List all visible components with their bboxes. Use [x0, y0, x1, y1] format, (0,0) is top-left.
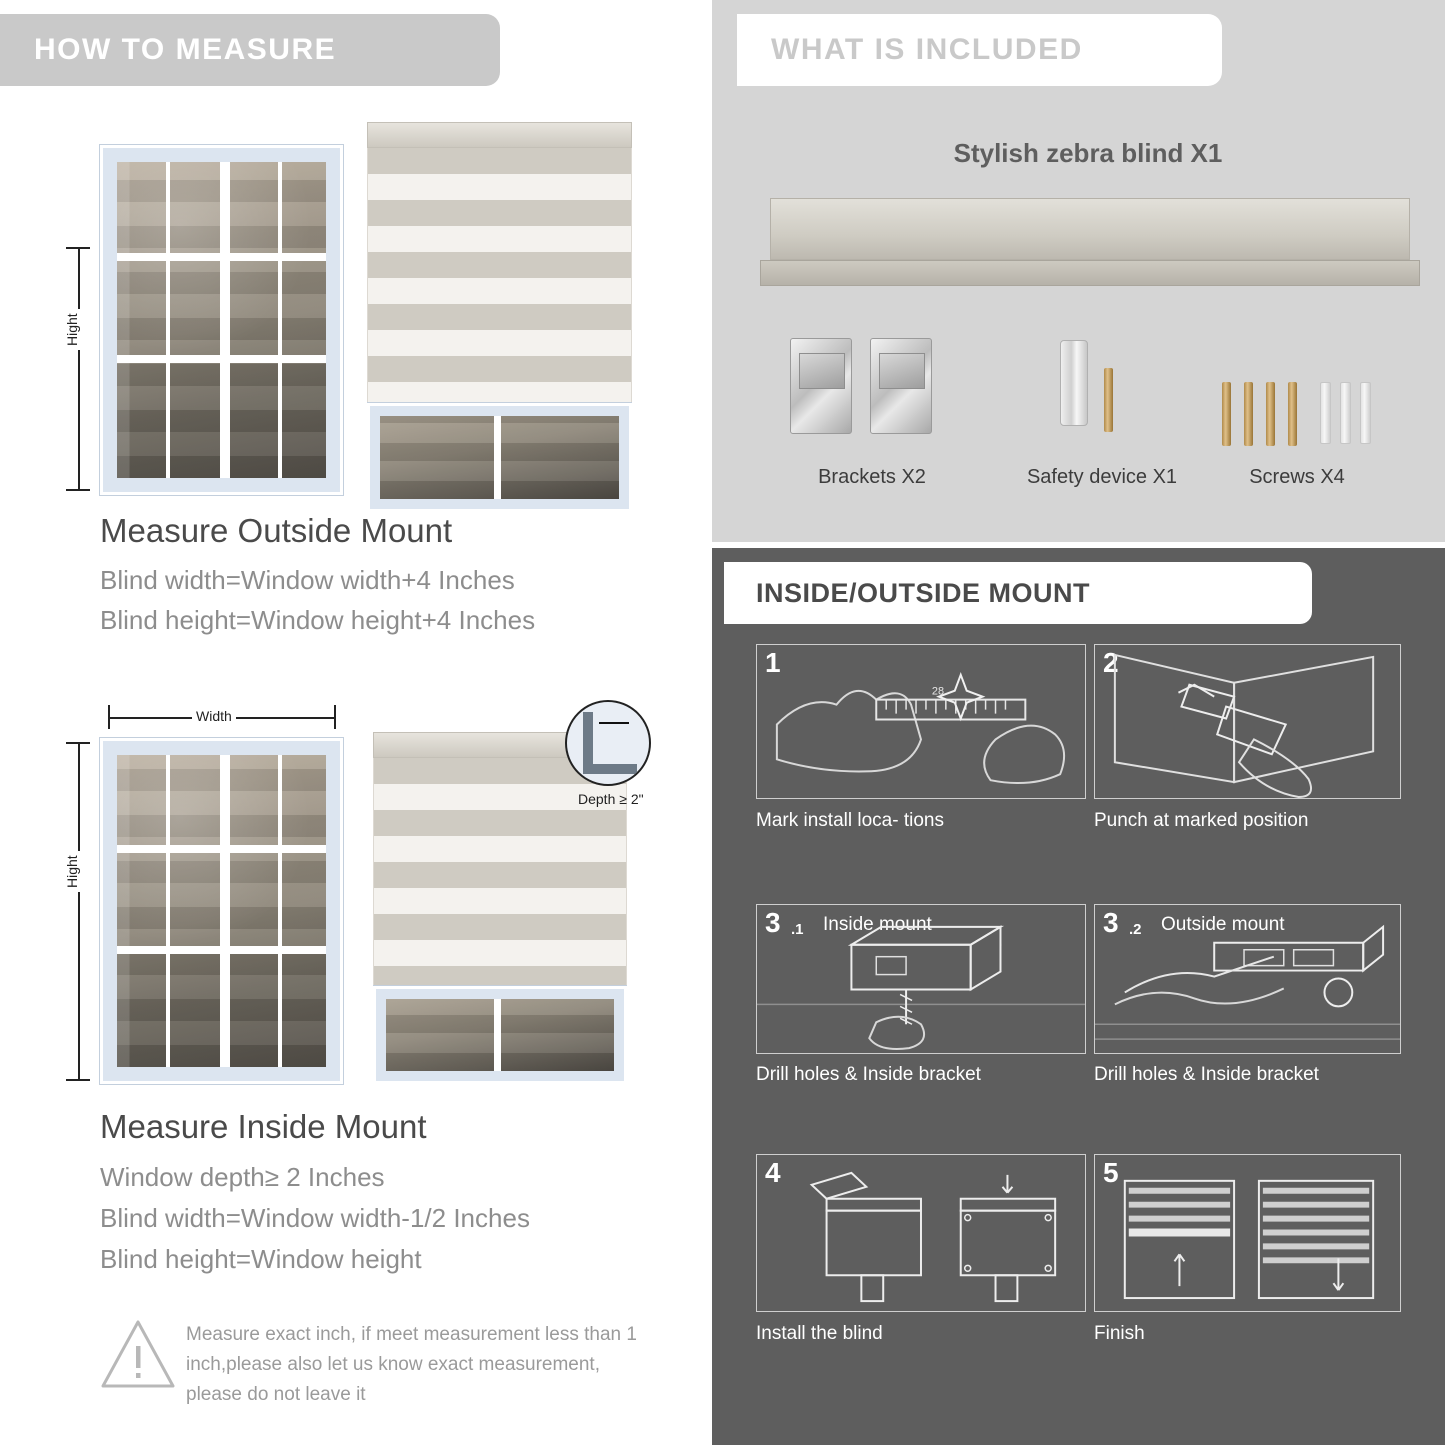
outside-mount-title: Measure Outside Mount [100, 512, 453, 549]
depth-measure-arrow [599, 722, 629, 724]
depth-jamb-horizontal [583, 764, 637, 774]
finished-blind-icon [1095, 1155, 1400, 1312]
warning-note [100, 1318, 660, 1418]
inside-window-mullion-h2 [117, 946, 326, 954]
outside-mount-line-0: Blind width=Window width+4 Inches [100, 565, 515, 595]
outside-mount-blind [367, 122, 632, 512]
window-photo [100, 145, 343, 495]
inside-mount-diagram [0, 692, 712, 1102]
inside-blind-lower-window [373, 986, 627, 1084]
inside-window-muntin-v1 [166, 755, 170, 1067]
blind-window-mullion [494, 416, 501, 499]
step-4-number: 4 [765, 1157, 781, 1188]
step-3-1-number: 3 [765, 907, 781, 938]
step-2-number: 2 [1103, 647, 1119, 678]
inside-window-mullion-vertical [220, 755, 230, 1067]
anchor-icon-1 [1320, 382, 1331, 444]
screw-icon-1 [1222, 382, 1231, 446]
included-part-label-1: Safety device X1 [1026, 466, 1178, 488]
warning-triangle-icon [100, 1318, 176, 1390]
inside-width-cap-left [108, 705, 110, 729]
depth-label: Depth ≥ 2" [578, 791, 644, 807]
step-3-1-image [756, 904, 1086, 1054]
inside-blind-window-mullion [494, 999, 501, 1071]
step-3-2-inline-label: Outside mount [1161, 914, 1285, 935]
step-1-image [756, 644, 1086, 799]
inside-outside-mount-panel [712, 548, 1445, 1445]
step-3-1-inline-label: Inside mount [823, 914, 932, 935]
bracket-icon-2 [870, 338, 932, 434]
window-muntin-v2 [278, 162, 282, 478]
how-to-measure-panel [0, 0, 712, 1445]
inside-mount-title: Measure Inside Mount [100, 1108, 427, 1145]
step-3-2-number: 3 [1103, 907, 1119, 938]
window-mullion-h2 [117, 355, 326, 363]
step-3-2-image [1094, 904, 1401, 1054]
step-5-caption: Finish [1094, 1323, 1145, 1344]
inside-window-mullion-h1 [117, 845, 326, 853]
step-5-image [1094, 1154, 1401, 1312]
step-3-1-caption: Drill holes & Inside bracket [756, 1064, 981, 1085]
step-3-1-subnumber: .1 [791, 921, 804, 938]
step-5-number: 5 [1103, 1157, 1119, 1188]
step-2-caption: Punch at marked position [1094, 810, 1309, 831]
anchor-icon-3 [1360, 382, 1371, 444]
outside-mount-diagram [0, 95, 712, 515]
drill-icon [1095, 645, 1400, 799]
svg-text:28: 28 [931, 685, 945, 698]
included-part-label-0: Brackets X2 [818, 466, 926, 488]
anchor-icon-2 [1340, 382, 1351, 444]
step-3-2-caption: Drill holes & Inside bracket [1094, 1064, 1319, 1085]
height-arrow-line [78, 247, 80, 490]
step-1-number: 1 [765, 647, 781, 678]
step-3-2-subnumber: .2 [1129, 921, 1142, 938]
window-muntin-v1 [166, 162, 170, 478]
screw-icon-4 [1288, 382, 1297, 446]
step-4-image [756, 1154, 1086, 1312]
step-1-caption: Mark install loca- tions [756, 810, 944, 831]
height-arrow-cap-top [66, 247, 90, 249]
height-arrow-cap-bottom [66, 489, 90, 491]
hand-measure-icon [757, 645, 1085, 799]
inside-width-label: Width [192, 708, 236, 724]
inside-height-cap-bottom [66, 1079, 90, 1081]
inside-outside-mount-header: INSIDE/OUTSIDE MOUNT [724, 562, 1312, 624]
window-mullion-vertical [220, 162, 230, 478]
warning-text: Measure exact inch, if meet measurement less than 1 inch,please also let us know exact measurement, please do not leave it [186, 1324, 637, 1405]
screw-icon-3 [1266, 382, 1275, 446]
screw-icon-2 [1244, 382, 1253, 446]
zebra-blind-headrail [770, 198, 1410, 260]
blind-headrail [367, 122, 632, 148]
inside-mount-line-2: Blind height=Window height [100, 1244, 422, 1274]
included-main-item-label: Stylish zebra blind X1 [953, 138, 1223, 168]
height-label: Hight [64, 309, 80, 350]
outside-bracket-icon [1095, 905, 1400, 1054]
inside-mount-line-1: Blind width=Window width-1/2 Inches [100, 1203, 530, 1233]
inside-bracket-icon [757, 905, 1085, 1054]
inside-window-photo [100, 738, 343, 1084]
install-blind-icon [757, 1155, 1085, 1312]
inside-window-muntin-v2 [278, 755, 282, 1067]
safety-screw-icon [1104, 368, 1113, 432]
step-2-image [1094, 644, 1401, 799]
depth-detail-circle [565, 700, 651, 786]
safety-device-icon [1060, 340, 1088, 426]
bracket-icon-1 [790, 338, 852, 434]
outside-mount-line-1: Blind height=Window height+4 Inches [100, 605, 536, 635]
inside-height-cap-top [66, 742, 90, 744]
inside-mount-line-0: Window depth≥ 2 Inches [100, 1162, 385, 1192]
how-to-measure-header: HOW TO MEASURE [0, 14, 500, 86]
inside-width-cap-right [334, 705, 336, 729]
inside-mount-blind [373, 732, 627, 1084]
step-4-caption: Install the blind [756, 1323, 883, 1344]
inside-height-label: Hight [64, 851, 80, 892]
what-is-included-header: WHAT IS INCLUDED [737, 14, 1222, 86]
window-mullion-h1 [117, 253, 326, 261]
zebra-blind-bottom-bar [760, 260, 1420, 286]
inside-height-arrow-line [78, 742, 80, 1080]
included-part-label-2: Screws X4 [1249, 466, 1345, 488]
blind-fabric [367, 148, 632, 403]
blind-lower-window [367, 403, 632, 512]
